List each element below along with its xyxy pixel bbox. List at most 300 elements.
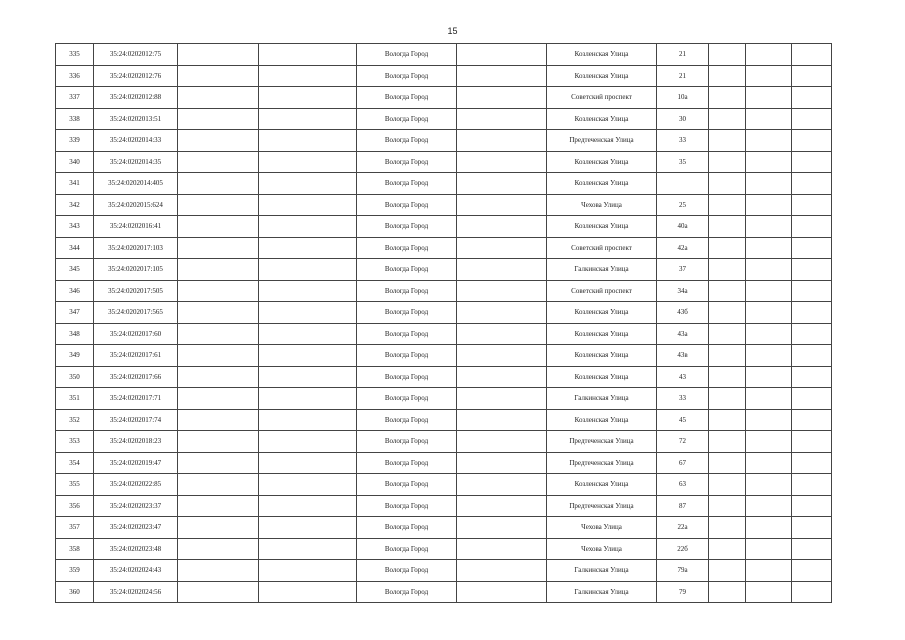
cell-cadastral-number: 35:24:0202017:74 bbox=[94, 409, 178, 431]
cell-house-number: 33 bbox=[657, 130, 709, 152]
cell-row-number: 357 bbox=[56, 517, 94, 539]
cell-empty bbox=[457, 323, 547, 345]
cell-empty bbox=[457, 87, 547, 109]
cell-empty bbox=[457, 44, 547, 66]
cell-house-number: 21 bbox=[657, 44, 709, 66]
table-row bbox=[56, 474, 832, 496]
cell-street: Козленская Улица bbox=[547, 302, 657, 324]
cell-empty bbox=[709, 388, 746, 410]
cell-empty bbox=[709, 87, 746, 109]
cell-empty bbox=[792, 452, 832, 474]
cell-empty bbox=[792, 302, 832, 324]
cell-row-number: 352 bbox=[56, 409, 94, 431]
cell-empty bbox=[792, 431, 832, 453]
table-row bbox=[56, 409, 832, 431]
cell-street: Козленская Улица bbox=[547, 474, 657, 496]
cell-empty bbox=[792, 495, 832, 517]
cell-empty bbox=[259, 538, 357, 560]
cell-empty bbox=[259, 194, 357, 216]
cell-city: Вологда Город bbox=[357, 452, 457, 474]
cell-empty bbox=[259, 259, 357, 281]
cell-street: Козленская Улица bbox=[547, 366, 657, 388]
cell-empty bbox=[259, 216, 357, 238]
cell-empty bbox=[178, 259, 259, 281]
cell-empty bbox=[792, 173, 832, 195]
cell-city: Вологда Город bbox=[357, 474, 457, 496]
cell-empty bbox=[709, 173, 746, 195]
cell-empty bbox=[457, 65, 547, 87]
cell-empty bbox=[259, 108, 357, 130]
cell-cadastral-number: 35:24:0202019:47 bbox=[94, 452, 178, 474]
cell-empty bbox=[792, 366, 832, 388]
cell-empty bbox=[709, 194, 746, 216]
cell-street: Чехова Улица bbox=[547, 538, 657, 560]
cell-city: Вологда Город bbox=[357, 345, 457, 367]
table-row bbox=[56, 194, 832, 216]
cell-empty bbox=[792, 151, 832, 173]
cell-cadastral-number: 35:24:0202018:23 bbox=[94, 431, 178, 453]
cell-cadastral-number: 35:24:0202013:51 bbox=[94, 108, 178, 130]
cell-empty bbox=[746, 108, 792, 130]
table-row bbox=[56, 259, 832, 281]
cell-city: Вологда Город bbox=[357, 151, 457, 173]
cell-street: Чехова Улица bbox=[547, 194, 657, 216]
cell-house-number: 43 bbox=[657, 366, 709, 388]
cell-empty bbox=[792, 474, 832, 496]
cell-empty bbox=[178, 108, 259, 130]
cell-city: Вологда Город bbox=[357, 44, 457, 66]
cell-empty bbox=[792, 409, 832, 431]
cell-empty bbox=[457, 409, 547, 431]
table-row bbox=[56, 237, 832, 259]
cell-empty bbox=[259, 87, 357, 109]
cell-row-number: 360 bbox=[56, 581, 94, 603]
cell-empty bbox=[259, 560, 357, 582]
cell-street: Галкинская Улица bbox=[547, 560, 657, 582]
cell-empty bbox=[709, 280, 746, 302]
table-row bbox=[56, 280, 832, 302]
cell-empty bbox=[457, 151, 547, 173]
cell-empty bbox=[457, 194, 547, 216]
cell-row-number: 358 bbox=[56, 538, 94, 560]
cell-house-number: 22а bbox=[657, 517, 709, 539]
cell-empty bbox=[709, 538, 746, 560]
cell-street: Чехова Улица bbox=[547, 517, 657, 539]
cell-city: Вологда Город bbox=[357, 65, 457, 87]
cell-empty bbox=[457, 452, 547, 474]
cell-empty bbox=[746, 409, 792, 431]
cell-house-number: 43а bbox=[657, 323, 709, 345]
cell-row-number: 359 bbox=[56, 560, 94, 582]
cell-empty bbox=[178, 345, 259, 367]
cell-street: Козленская Улица bbox=[547, 108, 657, 130]
cell-house-number: 87 bbox=[657, 495, 709, 517]
cell-cadastral-number: 35:24:0202016:41 bbox=[94, 216, 178, 238]
cell-empty bbox=[457, 280, 547, 302]
cell-empty bbox=[709, 237, 746, 259]
cell-empty bbox=[792, 87, 832, 109]
cell-empty bbox=[792, 280, 832, 302]
cell-street: Галкинская Улица bbox=[547, 581, 657, 603]
cell-empty bbox=[709, 560, 746, 582]
cell-row-number: 356 bbox=[56, 495, 94, 517]
cell-empty bbox=[457, 366, 547, 388]
cell-empty bbox=[457, 345, 547, 367]
cell-empty bbox=[746, 388, 792, 410]
registry-table bbox=[55, 43, 832, 603]
cell-empty bbox=[259, 151, 357, 173]
cell-empty bbox=[457, 108, 547, 130]
cell-empty bbox=[792, 259, 832, 281]
table-row bbox=[56, 431, 832, 453]
cell-cadastral-number: 35:24:0202012:75 bbox=[94, 44, 178, 66]
cell-empty bbox=[178, 366, 259, 388]
cell-empty bbox=[178, 302, 259, 324]
cell-empty bbox=[746, 173, 792, 195]
cell-row-number: 340 bbox=[56, 151, 94, 173]
cell-street: Козленская Улица bbox=[547, 323, 657, 345]
cell-empty bbox=[178, 388, 259, 410]
cell-empty bbox=[178, 452, 259, 474]
cell-empty bbox=[457, 538, 547, 560]
cell-row-number: 346 bbox=[56, 280, 94, 302]
cell-cadastral-number: 35:24:0202023:37 bbox=[94, 495, 178, 517]
cell-empty bbox=[709, 431, 746, 453]
cell-cadastral-number: 35:24:0202017:61 bbox=[94, 345, 178, 367]
cell-empty bbox=[457, 474, 547, 496]
cell-empty bbox=[709, 65, 746, 87]
cell-empty bbox=[792, 237, 832, 259]
cell-cadastral-number: 35:24:0202017:66 bbox=[94, 366, 178, 388]
cell-empty bbox=[746, 431, 792, 453]
cell-empty bbox=[746, 44, 792, 66]
table-row bbox=[56, 345, 832, 367]
cell-empty bbox=[709, 130, 746, 152]
cell-house-number: 34а bbox=[657, 280, 709, 302]
cell-empty bbox=[746, 452, 792, 474]
cell-cadastral-number: 35:24:0202017:71 bbox=[94, 388, 178, 410]
cell-empty bbox=[178, 280, 259, 302]
cell-cadastral-number: 35:24:0202017:103 bbox=[94, 237, 178, 259]
cell-city: Вологда Город bbox=[357, 302, 457, 324]
cell-empty bbox=[457, 302, 547, 324]
cell-cadastral-number: 35:24:0202012:88 bbox=[94, 87, 178, 109]
cell-house-number: 45 bbox=[657, 409, 709, 431]
cell-empty bbox=[709, 345, 746, 367]
cell-empty bbox=[178, 65, 259, 87]
cell-empty bbox=[178, 130, 259, 152]
cell-empty bbox=[709, 452, 746, 474]
cell-empty bbox=[178, 151, 259, 173]
cell-street: Козленская Улица bbox=[547, 409, 657, 431]
cell-empty bbox=[178, 431, 259, 453]
cell-empty bbox=[178, 194, 259, 216]
cell-row-number: 341 bbox=[56, 173, 94, 195]
cell-empty bbox=[792, 65, 832, 87]
cell-empty bbox=[746, 194, 792, 216]
cell-cadastral-number: 35:24:0202017:60 bbox=[94, 323, 178, 345]
cell-empty bbox=[746, 130, 792, 152]
table-row bbox=[56, 44, 832, 66]
cell-street: Козленская Улица bbox=[547, 216, 657, 238]
cell-house-number: 21 bbox=[657, 65, 709, 87]
table-row bbox=[56, 216, 832, 238]
table-row bbox=[56, 173, 832, 195]
cell-empty bbox=[709, 409, 746, 431]
cell-street: Козленская Улица bbox=[547, 345, 657, 367]
cell-row-number: 347 bbox=[56, 302, 94, 324]
table-row bbox=[56, 65, 832, 87]
cell-city: Вологда Город bbox=[357, 388, 457, 410]
cell-empty bbox=[259, 452, 357, 474]
cell-empty bbox=[178, 409, 259, 431]
table-body bbox=[56, 44, 832, 603]
cell-row-number: 348 bbox=[56, 323, 94, 345]
cell-house-number: 35 bbox=[657, 151, 709, 173]
cell-empty bbox=[792, 194, 832, 216]
cell-street: Галкинская Улица bbox=[547, 388, 657, 410]
cell-row-number: 343 bbox=[56, 216, 94, 238]
cell-empty bbox=[709, 581, 746, 603]
cell-house-number: 33 bbox=[657, 388, 709, 410]
cell-street: Козленская Улица bbox=[547, 173, 657, 195]
cell-empty bbox=[457, 560, 547, 582]
cell-empty bbox=[178, 560, 259, 582]
cell-row-number: 338 bbox=[56, 108, 94, 130]
cell-city: Вологда Город bbox=[357, 130, 457, 152]
cell-house-number: 25 bbox=[657, 194, 709, 216]
cell-city: Вологда Город bbox=[357, 259, 457, 281]
cell-street: Козленская Улица bbox=[547, 65, 657, 87]
cell-cadastral-number: 35:24:0202017:505 bbox=[94, 280, 178, 302]
cell-empty bbox=[709, 474, 746, 496]
cell-row-number: 355 bbox=[56, 474, 94, 496]
cell-city: Вологда Город bbox=[357, 366, 457, 388]
cell-empty bbox=[259, 517, 357, 539]
cell-empty bbox=[259, 474, 357, 496]
cell-empty bbox=[178, 173, 259, 195]
cell-empty bbox=[259, 323, 357, 345]
cell-cadastral-number: 35:24:0202014:35 bbox=[94, 151, 178, 173]
table-row bbox=[56, 495, 832, 517]
cell-empty bbox=[457, 130, 547, 152]
cell-empty bbox=[709, 323, 746, 345]
table-row bbox=[56, 388, 832, 410]
cell-street: Советский проспект bbox=[547, 87, 657, 109]
cell-empty bbox=[457, 431, 547, 453]
cell-row-number: 351 bbox=[56, 388, 94, 410]
cell-row-number: 353 bbox=[56, 431, 94, 453]
cell-empty bbox=[457, 388, 547, 410]
table-row bbox=[56, 538, 832, 560]
cell-city: Вологда Город bbox=[357, 517, 457, 539]
cell-empty bbox=[746, 87, 792, 109]
cell-empty bbox=[746, 560, 792, 582]
cell-house-number: 10а bbox=[657, 87, 709, 109]
cell-house-number: 63 bbox=[657, 474, 709, 496]
table-row bbox=[56, 366, 832, 388]
cell-empty bbox=[709, 495, 746, 517]
table-row bbox=[56, 108, 832, 130]
cell-empty bbox=[746, 259, 792, 281]
cell-city: Вологда Город bbox=[357, 495, 457, 517]
cell-house-number: 37 bbox=[657, 259, 709, 281]
cell-empty bbox=[259, 431, 357, 453]
cell-empty bbox=[792, 560, 832, 582]
cell-row-number: 337 bbox=[56, 87, 94, 109]
cell-cadastral-number: 35:24:0202024:43 bbox=[94, 560, 178, 582]
cell-empty bbox=[746, 366, 792, 388]
cell-cadastral-number: 35:24:0202015:624 bbox=[94, 194, 178, 216]
cell-empty bbox=[746, 237, 792, 259]
cell-empty bbox=[709, 259, 746, 281]
cell-empty bbox=[259, 65, 357, 87]
table-row bbox=[56, 517, 832, 539]
cell-empty bbox=[457, 237, 547, 259]
cell-empty bbox=[746, 581, 792, 603]
cell-row-number: 342 bbox=[56, 194, 94, 216]
cell-city: Вологда Город bbox=[357, 560, 457, 582]
cell-house-number: 42а bbox=[657, 237, 709, 259]
cell-empty bbox=[709, 517, 746, 539]
cell-house-number: 22б bbox=[657, 538, 709, 560]
cell-city: Вологда Город bbox=[357, 581, 457, 603]
cell-city: Вологда Город bbox=[357, 87, 457, 109]
cell-empty bbox=[792, 130, 832, 152]
table-row bbox=[56, 560, 832, 582]
cell-empty bbox=[178, 216, 259, 238]
cell-empty bbox=[178, 495, 259, 517]
cell-empty bbox=[259, 366, 357, 388]
table-row bbox=[56, 130, 832, 152]
cell-empty bbox=[792, 44, 832, 66]
cell-house-number: 79а bbox=[657, 560, 709, 582]
cell-empty bbox=[259, 130, 357, 152]
cell-empty bbox=[709, 44, 746, 66]
cell-row-number: 349 bbox=[56, 345, 94, 367]
cell-city: Вологда Город bbox=[357, 538, 457, 560]
cell-row-number: 335 bbox=[56, 44, 94, 66]
table-row bbox=[56, 452, 832, 474]
cell-street: Советский проспект bbox=[547, 280, 657, 302]
cell-empty bbox=[792, 323, 832, 345]
cell-empty bbox=[178, 44, 259, 66]
table-row bbox=[56, 323, 832, 345]
cell-empty bbox=[792, 517, 832, 539]
cell-city: Вологда Город bbox=[357, 431, 457, 453]
cell-empty bbox=[792, 538, 832, 560]
cell-cadastral-number: 35:24:0202024:56 bbox=[94, 581, 178, 603]
cell-empty bbox=[709, 108, 746, 130]
cell-empty bbox=[792, 581, 832, 603]
cell-empty bbox=[792, 108, 832, 130]
cell-row-number: 354 bbox=[56, 452, 94, 474]
cell-city: Вологда Город bbox=[357, 108, 457, 130]
cell-empty bbox=[746, 474, 792, 496]
cell-empty bbox=[259, 280, 357, 302]
cell-empty bbox=[457, 216, 547, 238]
cell-empty bbox=[746, 302, 792, 324]
cell-empty bbox=[457, 259, 547, 281]
cell-row-number: 339 bbox=[56, 130, 94, 152]
cell-empty bbox=[259, 345, 357, 367]
cell-cadastral-number: 35:24:0202012:76 bbox=[94, 65, 178, 87]
cell-empty bbox=[746, 495, 792, 517]
cell-house-number: 40а bbox=[657, 216, 709, 238]
cell-empty bbox=[746, 538, 792, 560]
cell-city: Вологда Город bbox=[357, 280, 457, 302]
cell-empty bbox=[709, 366, 746, 388]
cell-city: Вологда Город bbox=[357, 173, 457, 195]
cell-empty bbox=[457, 581, 547, 603]
cell-row-number: 345 bbox=[56, 259, 94, 281]
cell-empty bbox=[259, 173, 357, 195]
cell-street: Козленская Улица bbox=[547, 151, 657, 173]
cell-empty bbox=[746, 65, 792, 87]
cell-empty bbox=[746, 345, 792, 367]
cell-street: Предтеченская Улица bbox=[547, 130, 657, 152]
cell-empty bbox=[792, 388, 832, 410]
page-number: 15 bbox=[447, 26, 458, 36]
cell-house-number: 72 bbox=[657, 431, 709, 453]
cell-city: Вологда Город bbox=[357, 323, 457, 345]
cell-city: Вологда Город bbox=[357, 237, 457, 259]
cell-empty bbox=[178, 538, 259, 560]
cell-cadastral-number: 35:24:0202017:105 bbox=[94, 259, 178, 281]
cell-house-number: 67 bbox=[657, 452, 709, 474]
cell-empty bbox=[259, 495, 357, 517]
cell-empty bbox=[457, 495, 547, 517]
cell-empty bbox=[709, 302, 746, 324]
cell-empty bbox=[746, 280, 792, 302]
cell-cadastral-number: 35:24:0202017:565 bbox=[94, 302, 178, 324]
cell-empty bbox=[259, 302, 357, 324]
cell-empty bbox=[792, 216, 832, 238]
cell-house-number bbox=[657, 173, 709, 195]
cell-house-number: 43б bbox=[657, 302, 709, 324]
cell-row-number: 344 bbox=[56, 237, 94, 259]
cell-empty bbox=[709, 151, 746, 173]
table-row bbox=[56, 87, 832, 109]
cell-cadastral-number: 35:24:0202023:47 bbox=[94, 517, 178, 539]
cell-house-number: 43в bbox=[657, 345, 709, 367]
cell-empty bbox=[746, 151, 792, 173]
cell-row-number: 350 bbox=[56, 366, 94, 388]
cell-empty bbox=[457, 173, 547, 195]
cell-empty bbox=[746, 323, 792, 345]
cell-cadastral-number: 35:24:0202014:33 bbox=[94, 130, 178, 152]
cell-empty bbox=[457, 517, 547, 539]
cell-empty bbox=[259, 237, 357, 259]
cell-empty bbox=[259, 409, 357, 431]
cell-city: Вологда Город bbox=[357, 409, 457, 431]
cell-empty bbox=[259, 388, 357, 410]
cell-empty bbox=[178, 237, 259, 259]
cell-empty bbox=[709, 216, 746, 238]
cell-street: Советский проспект bbox=[547, 237, 657, 259]
cell-row-number: 336 bbox=[56, 65, 94, 87]
cell-street: Галкинская Улица bbox=[547, 259, 657, 281]
cell-cadastral-number: 35:24:0202014:405 bbox=[94, 173, 178, 195]
table-row bbox=[56, 302, 832, 324]
cell-empty bbox=[178, 323, 259, 345]
cell-empty bbox=[746, 517, 792, 539]
cell-empty bbox=[746, 216, 792, 238]
cell-cadastral-number: 35:24:0202022:85 bbox=[94, 474, 178, 496]
cell-empty bbox=[178, 581, 259, 603]
cell-city: Вологда Город bbox=[357, 216, 457, 238]
cell-house-number: 30 bbox=[657, 108, 709, 130]
